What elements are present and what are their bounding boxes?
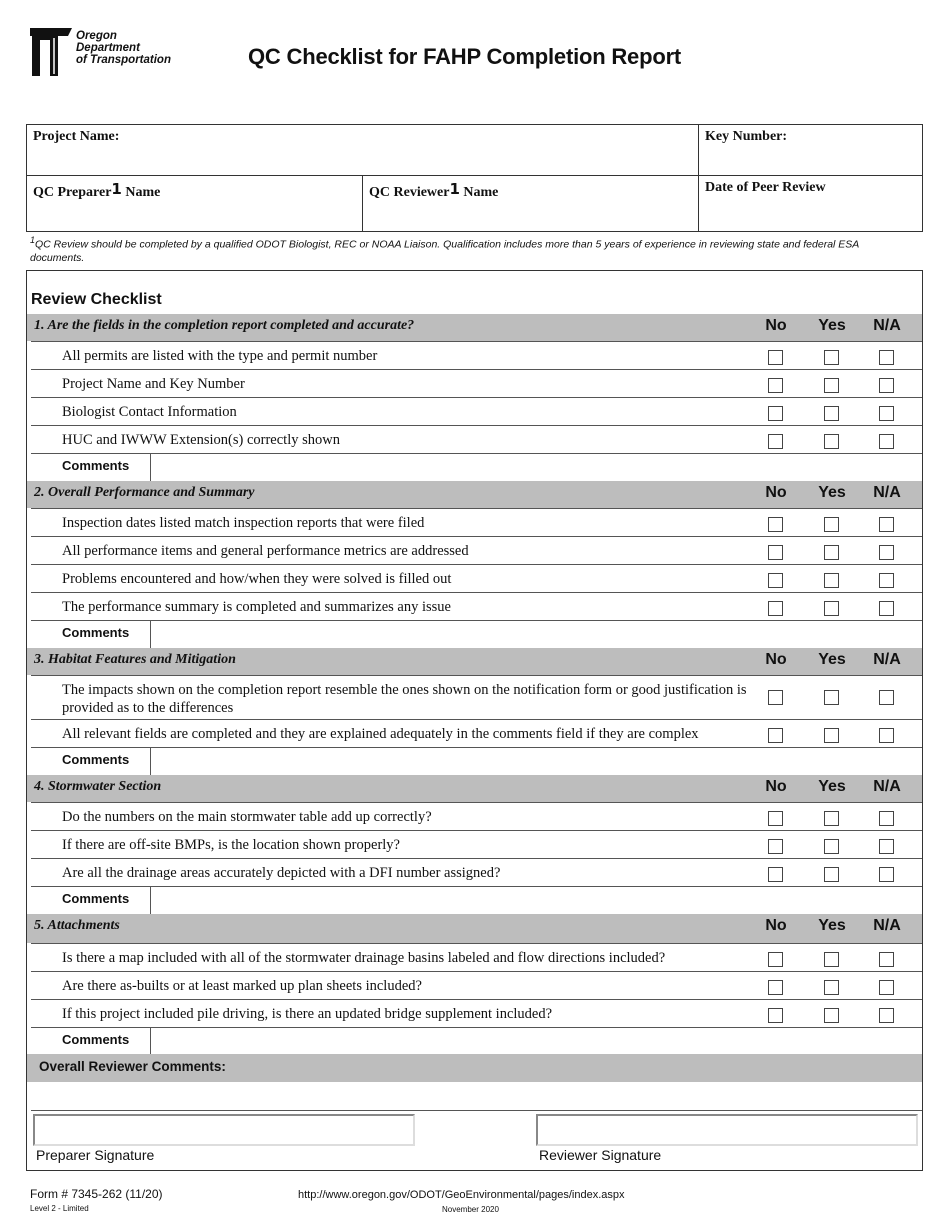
item-text: Problems encountered and how/when they were solved is filled out — [62, 571, 452, 587]
checkbox-na[interactable] — [879, 867, 894, 882]
odot-logo — [28, 26, 198, 78]
section-title: 3. Habitat Features and Mitigation — [34, 652, 236, 667]
checklist-item — [31, 719, 922, 747]
checkbox-na[interactable] — [879, 517, 894, 532]
column-header-no: No — [765, 317, 787, 334]
checkbox-na[interactable] — [879, 406, 894, 421]
column-header-no: No — [765, 651, 787, 668]
checkbox-no[interactable] — [768, 517, 783, 532]
column-header-no: No — [765, 484, 787, 501]
checklist-item — [31, 536, 922, 564]
item-text: Biologist Contact Information — [62, 404, 237, 420]
item-text: Inspection dates listed match inspection reports that were filed — [62, 515, 425, 531]
section-header — [27, 481, 922, 508]
checklist-rows — [27, 314, 922, 1055]
key-number-field[interactable] — [699, 125, 922, 176]
checkbox-yes[interactable] — [824, 601, 839, 616]
section-title: 2. Overall Performance and Summary — [34, 485, 255, 500]
checkbox-no[interactable] — [768, 545, 783, 560]
checklist-item — [31, 971, 922, 999]
checkbox-na[interactable] — [879, 545, 894, 560]
label: Date of Peer Review — [705, 180, 826, 195]
checklist-item — [31, 802, 922, 830]
checkbox-yes[interactable] — [824, 867, 839, 882]
checkbox-no[interactable] — [768, 1008, 783, 1023]
checkbox-na[interactable] — [879, 952, 894, 967]
section-header — [27, 648, 922, 675]
footnote-mark: 1 — [30, 235, 36, 245]
checkbox-na[interactable] — [879, 601, 894, 616]
label: Key Number: — [705, 129, 788, 144]
project-info-table — [26, 124, 923, 232]
checkbox-no[interactable] — [768, 573, 783, 588]
item-text: All performance items and general performance metrics are addressed — [62, 543, 469, 559]
column-header-na: N/A — [873, 778, 901, 795]
checklist-item — [31, 508, 922, 536]
checkbox-no[interactable] — [768, 350, 783, 365]
section-title: 1. Are the fields in the completion report completed and accurate? — [34, 318, 415, 333]
checkbox-no[interactable] — [768, 378, 783, 393]
reviewer-signature-field[interactable] — [536, 1114, 918, 1146]
checklist-item — [31, 592, 922, 620]
section-title: 5. Attachments — [34, 918, 120, 933]
comments-row — [31, 886, 922, 914]
checklist-item — [31, 999, 922, 1027]
section-title: 4. Stormwater Section — [34, 779, 162, 794]
comments-label: Comments — [31, 1028, 151, 1056]
checklist-item — [31, 369, 922, 397]
column-header-na: N/A — [873, 484, 901, 501]
comments-row — [31, 747, 922, 775]
column-header-na: N/A — [873, 917, 901, 934]
checkbox-na[interactable] — [879, 434, 894, 449]
project-name-field[interactable] — [27, 125, 699, 176]
checklist-item — [31, 425, 922, 453]
page-title: QC Checklist for FAHP Completion Report — [248, 44, 682, 69]
checklist-item — [31, 943, 922, 971]
item-text: Project Name and Key Number — [62, 376, 245, 392]
checkbox-na[interactable] — [879, 1008, 894, 1023]
checkbox-yes[interactable] — [824, 690, 839, 705]
item-text: The performance summary is completed and summarizes any issue — [62, 599, 451, 615]
label: QC Preparer — [33, 185, 112, 200]
checklist-item — [31, 675, 922, 719]
checkbox-na[interactable] — [879, 728, 894, 743]
checkbox-no[interactable] — [768, 811, 783, 826]
label: Name — [459, 185, 499, 200]
checklist-item — [31, 830, 922, 858]
checklist-item — [31, 564, 922, 592]
checkbox-yes[interactable] — [824, 378, 839, 393]
logo-text: of Transportation — [76, 54, 171, 66]
comments-row — [31, 620, 922, 648]
checkbox-no[interactable] — [768, 839, 783, 854]
footnote-text: QC Review should be completed by a qualified ODOT Biologist, REC or NOAA Liaison. Qualification includes more than 5 years of experience in reviewing state and federal ESA documents. — [30, 238, 859, 264]
qc-reviewer-field[interactable] — [363, 176, 699, 231]
label: Name — [121, 185, 161, 200]
checkbox-no[interactable] — [768, 601, 783, 616]
form-level: Level 2 - Limited — [30, 1204, 89, 1213]
item-text: All relevant fields are completed and they are explained adequately in the comments field if they are complex — [62, 726, 699, 742]
column-header-no: No — [765, 917, 787, 934]
column-header-yes: Yes — [818, 317, 846, 334]
checkbox-no[interactable] — [768, 867, 783, 882]
checklist-item — [31, 341, 922, 369]
footer-url[interactable]: http://www.oregon.gov/ODOT/GeoEnvironmental/pages/index.aspx — [298, 1189, 625, 1201]
column-header-na: N/A — [873, 651, 901, 668]
checkbox-yes[interactable] — [824, 1008, 839, 1023]
checkbox-yes[interactable] — [824, 980, 839, 995]
column-header-yes: Yes — [818, 484, 846, 501]
item-text: Are all the drainage areas accurately depicted with a DFI number assigned? — [62, 865, 501, 881]
label: QC Reviewer — [369, 185, 450, 200]
logo-text: Oregon — [76, 30, 117, 42]
odot-logo-icon — [28, 26, 74, 78]
review-checklist-heading: Review Checklist — [31, 291, 162, 308]
checkbox-yes[interactable] — [824, 728, 839, 743]
form-number: Form # 7345-262 (11/20) — [30, 1187, 163, 1201]
checkbox-yes[interactable] — [824, 517, 839, 532]
comments-label: Comments — [31, 454, 151, 482]
item-text: HUC and IWWW Extension(s) correctly shown — [62, 432, 340, 448]
column-header-yes: Yes — [818, 651, 846, 668]
checkbox-na[interactable] — [879, 573, 894, 588]
footer-date: November 2020 — [442, 1205, 499, 1214]
checkbox-no[interactable] — [768, 690, 783, 705]
checkbox-na[interactable] — [879, 839, 894, 854]
column-header-yes: Yes — [818, 778, 846, 795]
comments-label: Comments — [31, 621, 151, 649]
column-header-yes: Yes — [818, 917, 846, 934]
section-header — [27, 914, 922, 943]
label: Project Name: — [33, 129, 120, 144]
logo-text: Department — [76, 42, 140, 54]
section-header — [27, 775, 922, 802]
checkbox-na[interactable] — [879, 378, 894, 393]
checkbox-no[interactable] — [768, 728, 783, 743]
checkbox-yes[interactable] — [824, 839, 839, 854]
item-text: Are there as-builts or at least marked up plan sheets included? — [62, 978, 422, 994]
item-text: The impacts shown on the completion report resemble the ones shown on the notification form or good justification is provided as to the differences — [62, 682, 747, 716]
comments-label: Comments — [31, 748, 151, 776]
item-text: If there are off-site BMPs, is the location shown properly? — [62, 837, 400, 853]
item-text: If this project included pile driving, is there an updated bridge supplement included? — [62, 1006, 553, 1022]
preparer-signature-field[interactable] — [33, 1114, 415, 1146]
column-header-no: No — [765, 778, 787, 795]
footnote — [30, 234, 910, 265]
overall-comments-field[interactable] — [31, 1082, 922, 1111]
checkbox-na[interactable] — [879, 811, 894, 826]
checklist-item — [31, 858, 922, 886]
checkbox-no[interactable] — [768, 980, 783, 995]
checkbox-yes[interactable] — [824, 952, 839, 967]
item-text: All permits are listed with the type and permit number — [62, 348, 378, 364]
comments-label: Comments — [31, 887, 151, 915]
footnote-ref: 1 — [449, 180, 460, 198]
checkbox-na[interactable] — [879, 690, 894, 705]
checklist-item — [31, 397, 922, 425]
checkbox-na[interactable] — [879, 350, 894, 365]
qc-preparer-field[interactable] — [27, 176, 363, 231]
overall-comments-header: Overall Reviewer Comments: — [27, 1054, 922, 1082]
checkbox-no[interactable] — [768, 406, 783, 421]
checkbox-yes[interactable] — [824, 350, 839, 365]
checkbox-no[interactable] — [768, 434, 783, 449]
checkbox-na[interactable] — [879, 980, 894, 995]
checkbox-yes[interactable] — [824, 811, 839, 826]
peer-review-date-field[interactable] — [699, 176, 922, 231]
comments-row — [31, 1027, 922, 1055]
review-checklist — [26, 270, 923, 1171]
comments-row — [31, 453, 922, 481]
footnote-ref: 1 — [111, 180, 122, 198]
column-header-na: N/A — [873, 317, 901, 334]
reviewer-signature-label: Reviewer Signature — [539, 1147, 662, 1163]
checkbox-yes[interactable] — [824, 406, 839, 421]
item-text: Is there a map included with all of the stormwater drainage basins labeled and flow directions included? — [62, 950, 666, 966]
checkbox-yes[interactable] — [824, 573, 839, 588]
checkbox-yes[interactable] — [824, 545, 839, 560]
section-header — [27, 314, 922, 341]
item-text: Do the numbers on the main stormwater table add up correctly? — [62, 809, 432, 825]
checkbox-no[interactable] — [768, 952, 783, 967]
preparer-signature-label: Preparer Signature — [36, 1147, 155, 1163]
checkbox-yes[interactable] — [824, 434, 839, 449]
